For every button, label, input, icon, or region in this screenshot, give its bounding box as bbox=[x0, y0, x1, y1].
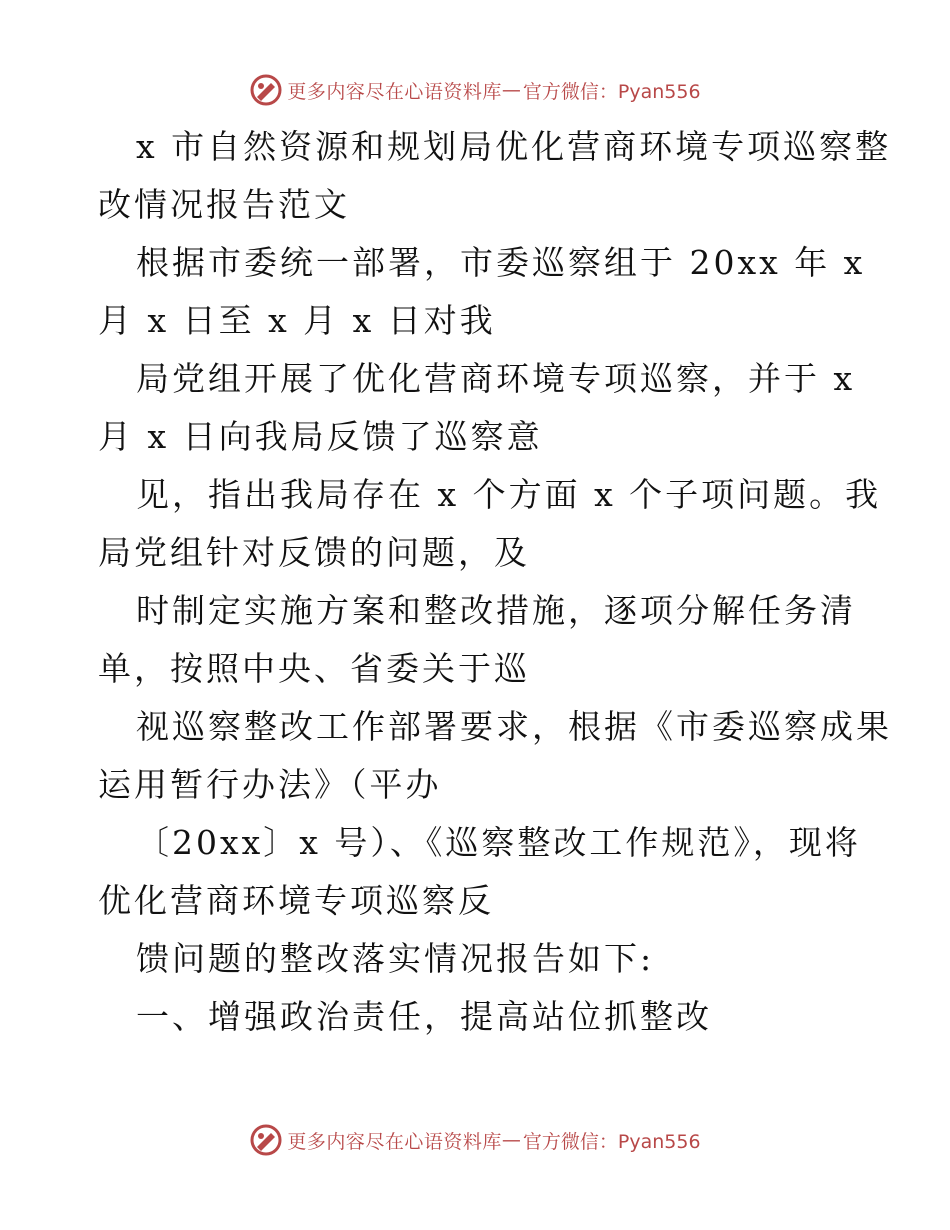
doc-line: 馈问题的整改落实情况报告如下: bbox=[136, 939, 655, 978]
watermark-text: 更多内容尽在心语资料库 bbox=[287, 1130, 502, 1153]
doc-line: 运用暂行办法》（平办 bbox=[98, 765, 442, 804]
watermark-wechat: 官方微信：Pyan556 bbox=[522, 80, 701, 103]
doc-line: 时制定实施方案和整改措施，逐项分解任务清 bbox=[136, 591, 856, 630]
watermark-text: 更多内容尽在心语资料库 bbox=[287, 80, 502, 103]
watermark-header bbox=[0, 70, 950, 110]
pen-seal-icon bbox=[249, 73, 283, 107]
doc-line: 月 x 日至 x 月 x 日对我 bbox=[98, 301, 496, 340]
watermark-footer bbox=[0, 1120, 950, 1160]
watermark-separator: — bbox=[501, 1129, 521, 1151]
doc-line: 根据市委统一部署，市委巡察组于 20xx 年 x bbox=[136, 243, 866, 282]
pen-seal-icon bbox=[249, 1123, 283, 1157]
doc-line: 〔20xx〕x 号）、《巡察整改工作规范》，现将 bbox=[136, 823, 861, 862]
doc-line: 局党组针对反馈的问题，及 bbox=[98, 533, 530, 572]
doc-line: 优化营商环境专项巡察反 bbox=[98, 881, 494, 920]
doc-line: 改情况报告范文 bbox=[98, 185, 350, 224]
doc-line: 视巡察整改工作部署要求，根据《市委巡察成果 bbox=[136, 707, 892, 746]
doc-line: 见，指出我局存在 x 个方面 x 个子项问题。我 bbox=[136, 475, 882, 514]
doc-line: x 市自然资源和规划局优化营商环境专项巡察整 bbox=[136, 127, 892, 166]
doc-line: 月 x 日向我局反馈了巡察意 bbox=[98, 417, 543, 456]
doc-line: 单，按照中央、省委关于巡 bbox=[98, 649, 530, 688]
doc-line: 局党组开展了优化营商环境专项巡察，并于 x bbox=[136, 359, 856, 398]
doc-line: 一、增强政治责任，提高站位抓整改 bbox=[136, 997, 712, 1036]
watermark-wechat: 官方微信：Pyan556 bbox=[522, 1130, 701, 1153]
watermark-separator: — bbox=[501, 79, 521, 101]
document-body bbox=[98, 118, 892, 1046]
